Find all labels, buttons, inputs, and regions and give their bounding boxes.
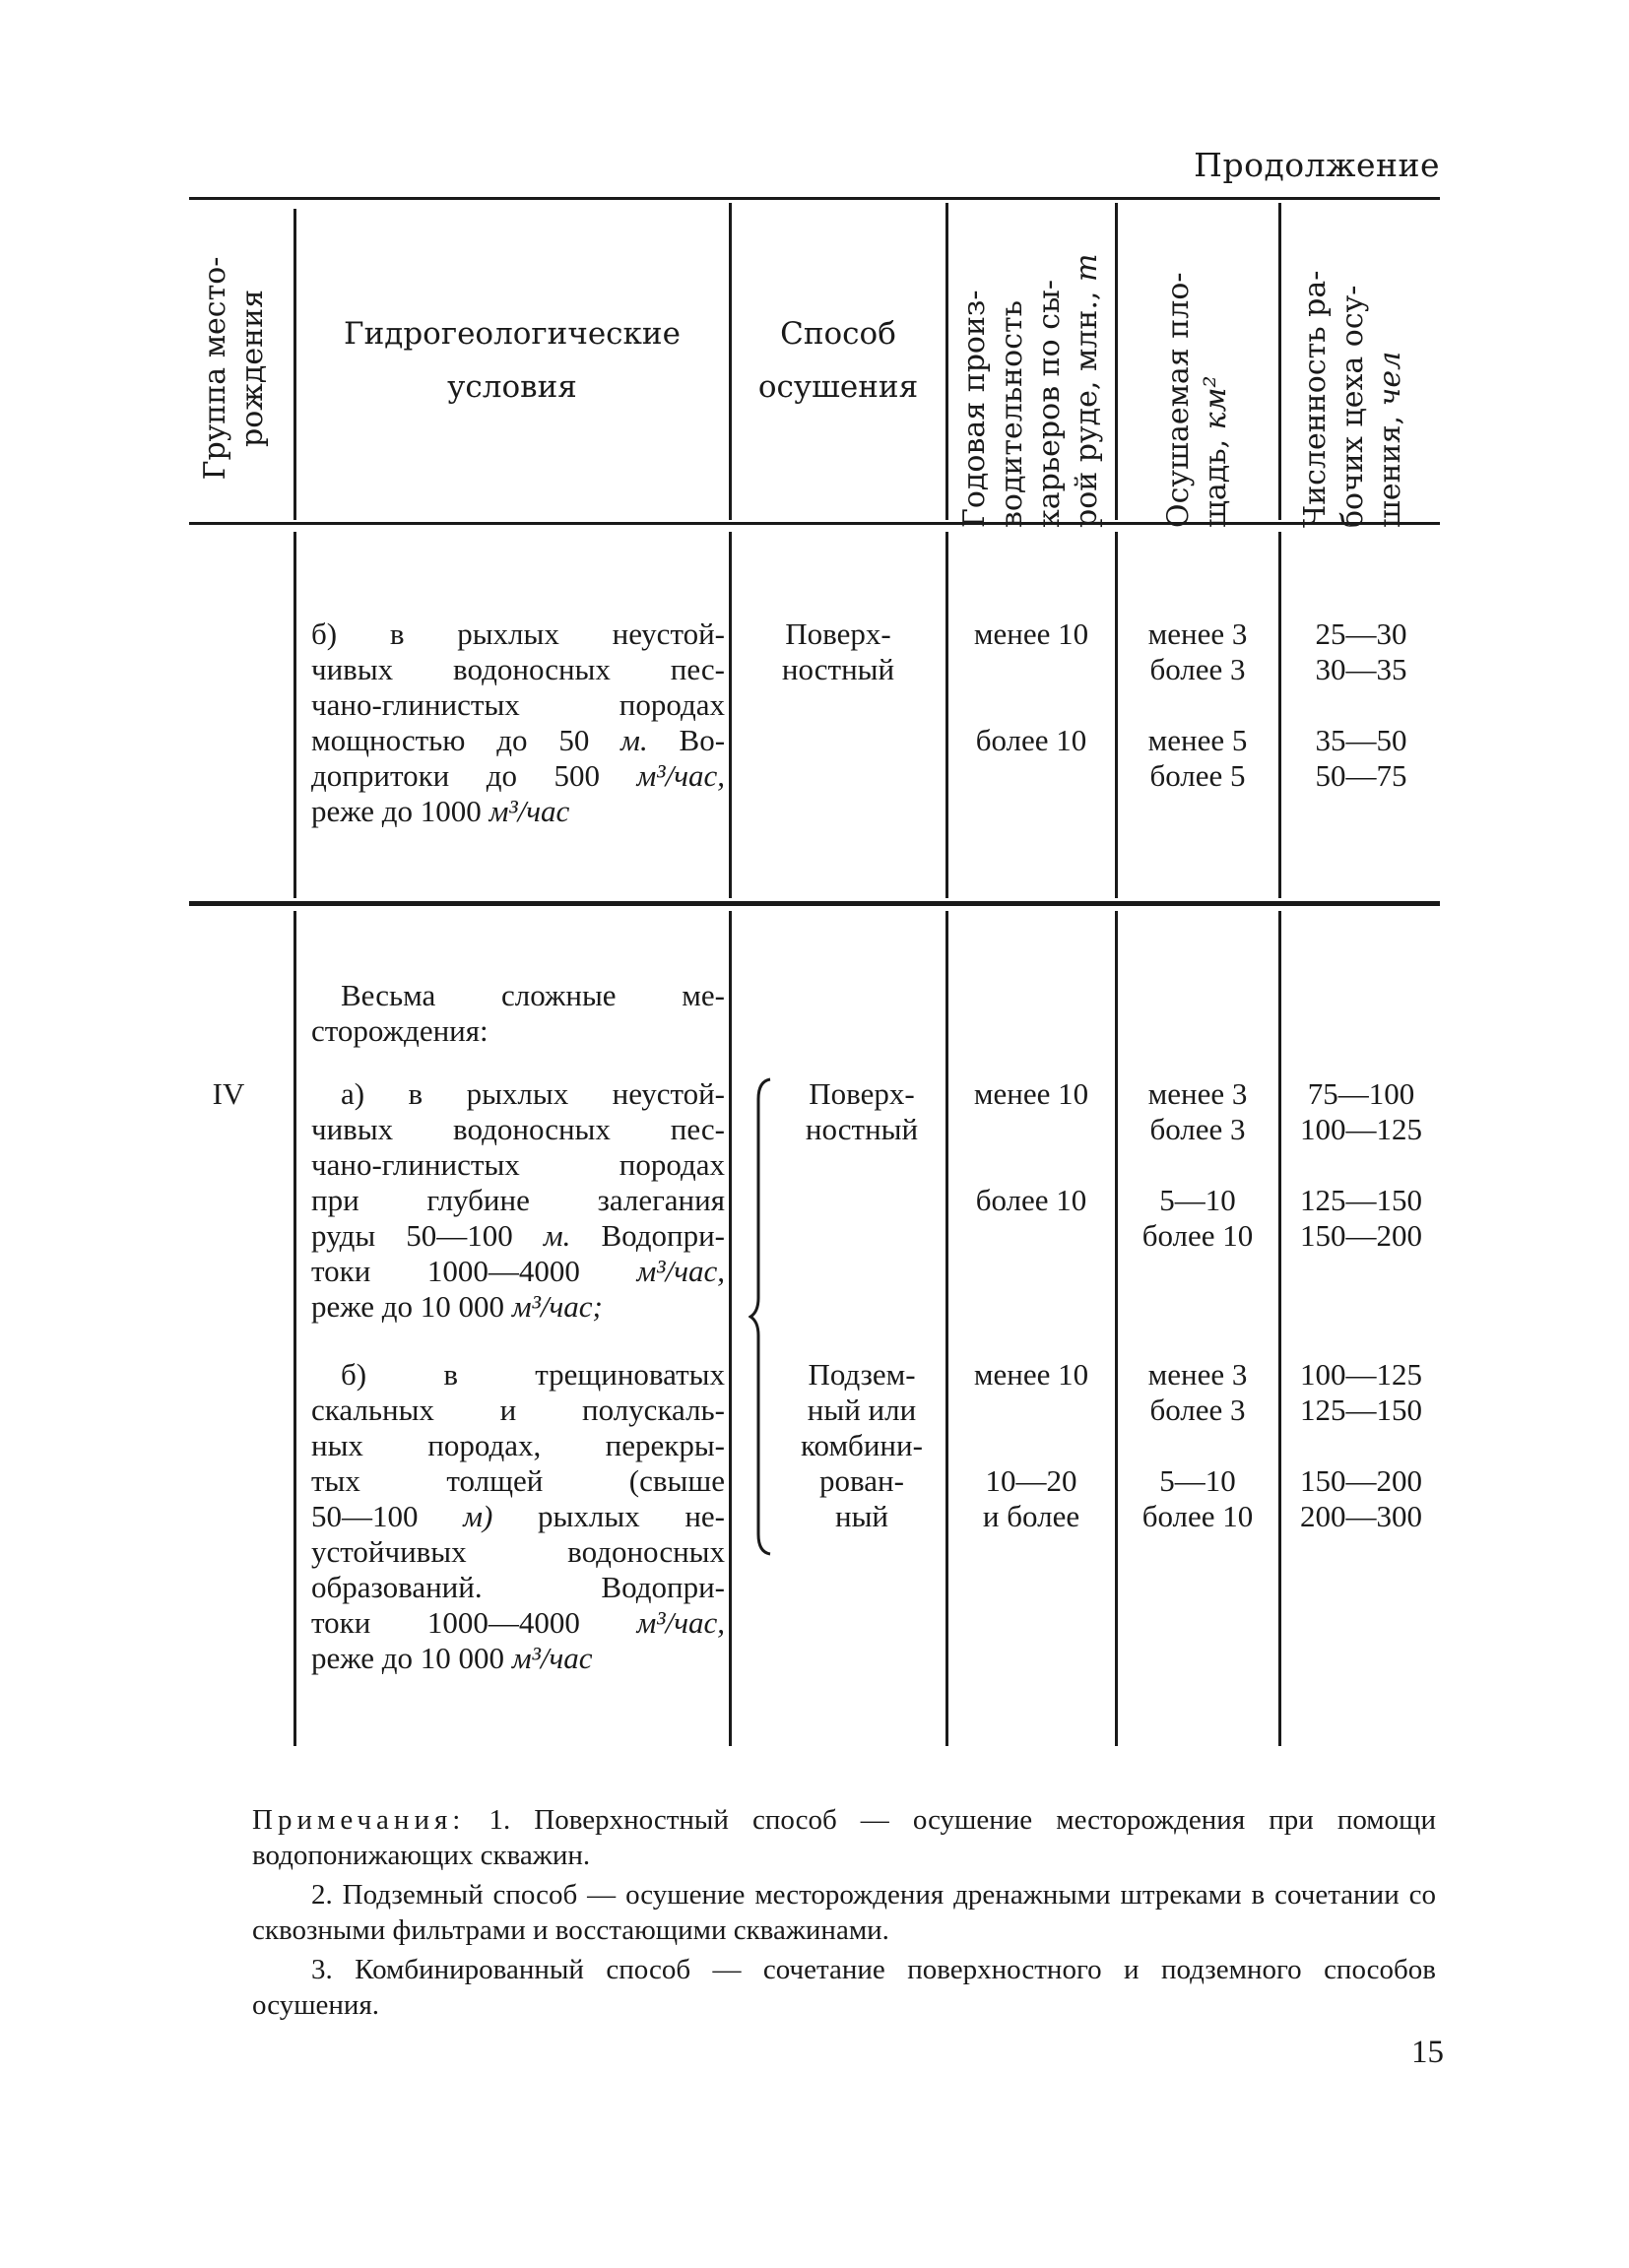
col-rule-5 [1278,203,1281,520]
group-iv-intro: Весьма сложные ме- сторождения: [311,978,725,1048]
group-iv-area-a1: менее 3 более 3 [1147,1076,1248,1146]
col-header-staff: Численность ра- бочих цеха осу- шения, чел [1298,270,1407,528]
col-rule-1 [293,532,296,898]
col-rule-3 [945,203,948,520]
row-b3-conditions: б) в рыхлых неустой- чивых водоносных пес- чано-глинистых породах мощностью до 50 м. Во- допритоки до 500 м³/час, реже до 1000 м³/час [311,616,726,828]
section-divider-rule [189,901,1440,906]
group-iv-output-a2: более 10 [975,1183,1087,1217]
col-rule-5 [1278,532,1281,898]
col-rule-2 [729,532,732,898]
row-b3-staff-b: 35—50 50—75 [1315,723,1407,793]
note-2: 2. Подземный способ — осушение месторождения дренажными штреками в сочетании со сквозными фильтрами и восстающими скважинами. [252,1879,1436,1946]
table-top-rule [189,197,1440,200]
group-iv-method-b: Подзем- ный или комбини- рован- ный [801,1357,923,1533]
group-iv-staff-b2: 150—200 200—300 [1300,1463,1422,1533]
col-rule-4 [1115,532,1118,898]
col-header-area: Осушаемая пло- щадь, км² [1161,272,1233,528]
notes [252,1802,1436,2023]
group-iv-staff-b1: 100—125 125—150 [1300,1357,1422,1427]
note-1: Примечания: 1. Поверхностный способ — осушение месторождения при помощи водопонижающих скважин. [252,1804,1436,1871]
row-b3-output-1: менее 10 [973,616,1089,651]
group-iv-label: IV [212,1076,245,1111]
note-3: 3. Комбинированный способ — сочетание поверхностного и подземного способов осушения. [252,1954,1436,2021]
page-number: 15 [1411,2035,1444,2070]
col-header-method: Способ осушения [757,316,919,405]
col-header-conditions: Гидрогеологические условия [344,316,681,405]
col-rule-4 [1115,203,1118,520]
method-brace [749,1075,778,1558]
group-iv-output-b1: менее 10 [973,1357,1089,1392]
group-iv-area-a2: 5—10 более 10 [1141,1183,1254,1253]
col-header-group: Группа место- рождения [198,256,270,481]
row-b3-area-a: менее 3 более 3 [1147,616,1248,686]
group-iv-area-b1: менее 3 более 3 [1147,1357,1248,1427]
group-iv-staff-a2: 125—150 150—200 [1300,1183,1422,1253]
row-b3-output-2: более 10 [975,723,1087,757]
col-rule-3 [945,532,948,898]
col-rule-2 [729,911,732,1746]
row-b3-area-b: менее 5 более 5 [1147,723,1248,793]
group-iv-cond-a: а) в рыхлых неустой- чивых водоносных пес- чано-глинистых породах при глубине залегания руды 50—100 м. Водопри- токи 1000—4000 м³/час, реже до 10 000 м³/час; [311,1076,726,1324]
group-iv-output-b2: 10—20 и более [982,1463,1080,1533]
continuation-label: Продолжение [1194,146,1440,184]
col-header-output: Годовая произ- водительность карьеров по сы- рой руде, млн., т [957,253,1104,528]
col-rule-5 [1278,911,1281,1746]
col-rule-3 [945,911,948,1746]
col-rule-4 [1115,911,1118,1746]
row-b3-staff-a: 25—30 30—35 [1315,616,1407,686]
group-iv-area-b2: 5—10 более 10 [1141,1463,1254,1533]
col-rule-1 [293,911,296,1746]
group-iv-output-a1: менее 10 [973,1076,1089,1111]
row-b3-method: Поверх- ностный [781,616,895,686]
group-iv-method-a: Поверх- ностный [805,1076,919,1146]
group-iv-cond-b: б) в трещиноватых скальных и полускаль- ных породах, перекры- тых толщей (свыше 50—100 м) рыхлых не- устойчивых водоносных образований. Водопри- токи 1000—4000 м³/час, реже до 10 000 м³/час [311,1357,726,1675]
group-iv-staff-a1: 75—100 100—125 [1300,1076,1422,1146]
